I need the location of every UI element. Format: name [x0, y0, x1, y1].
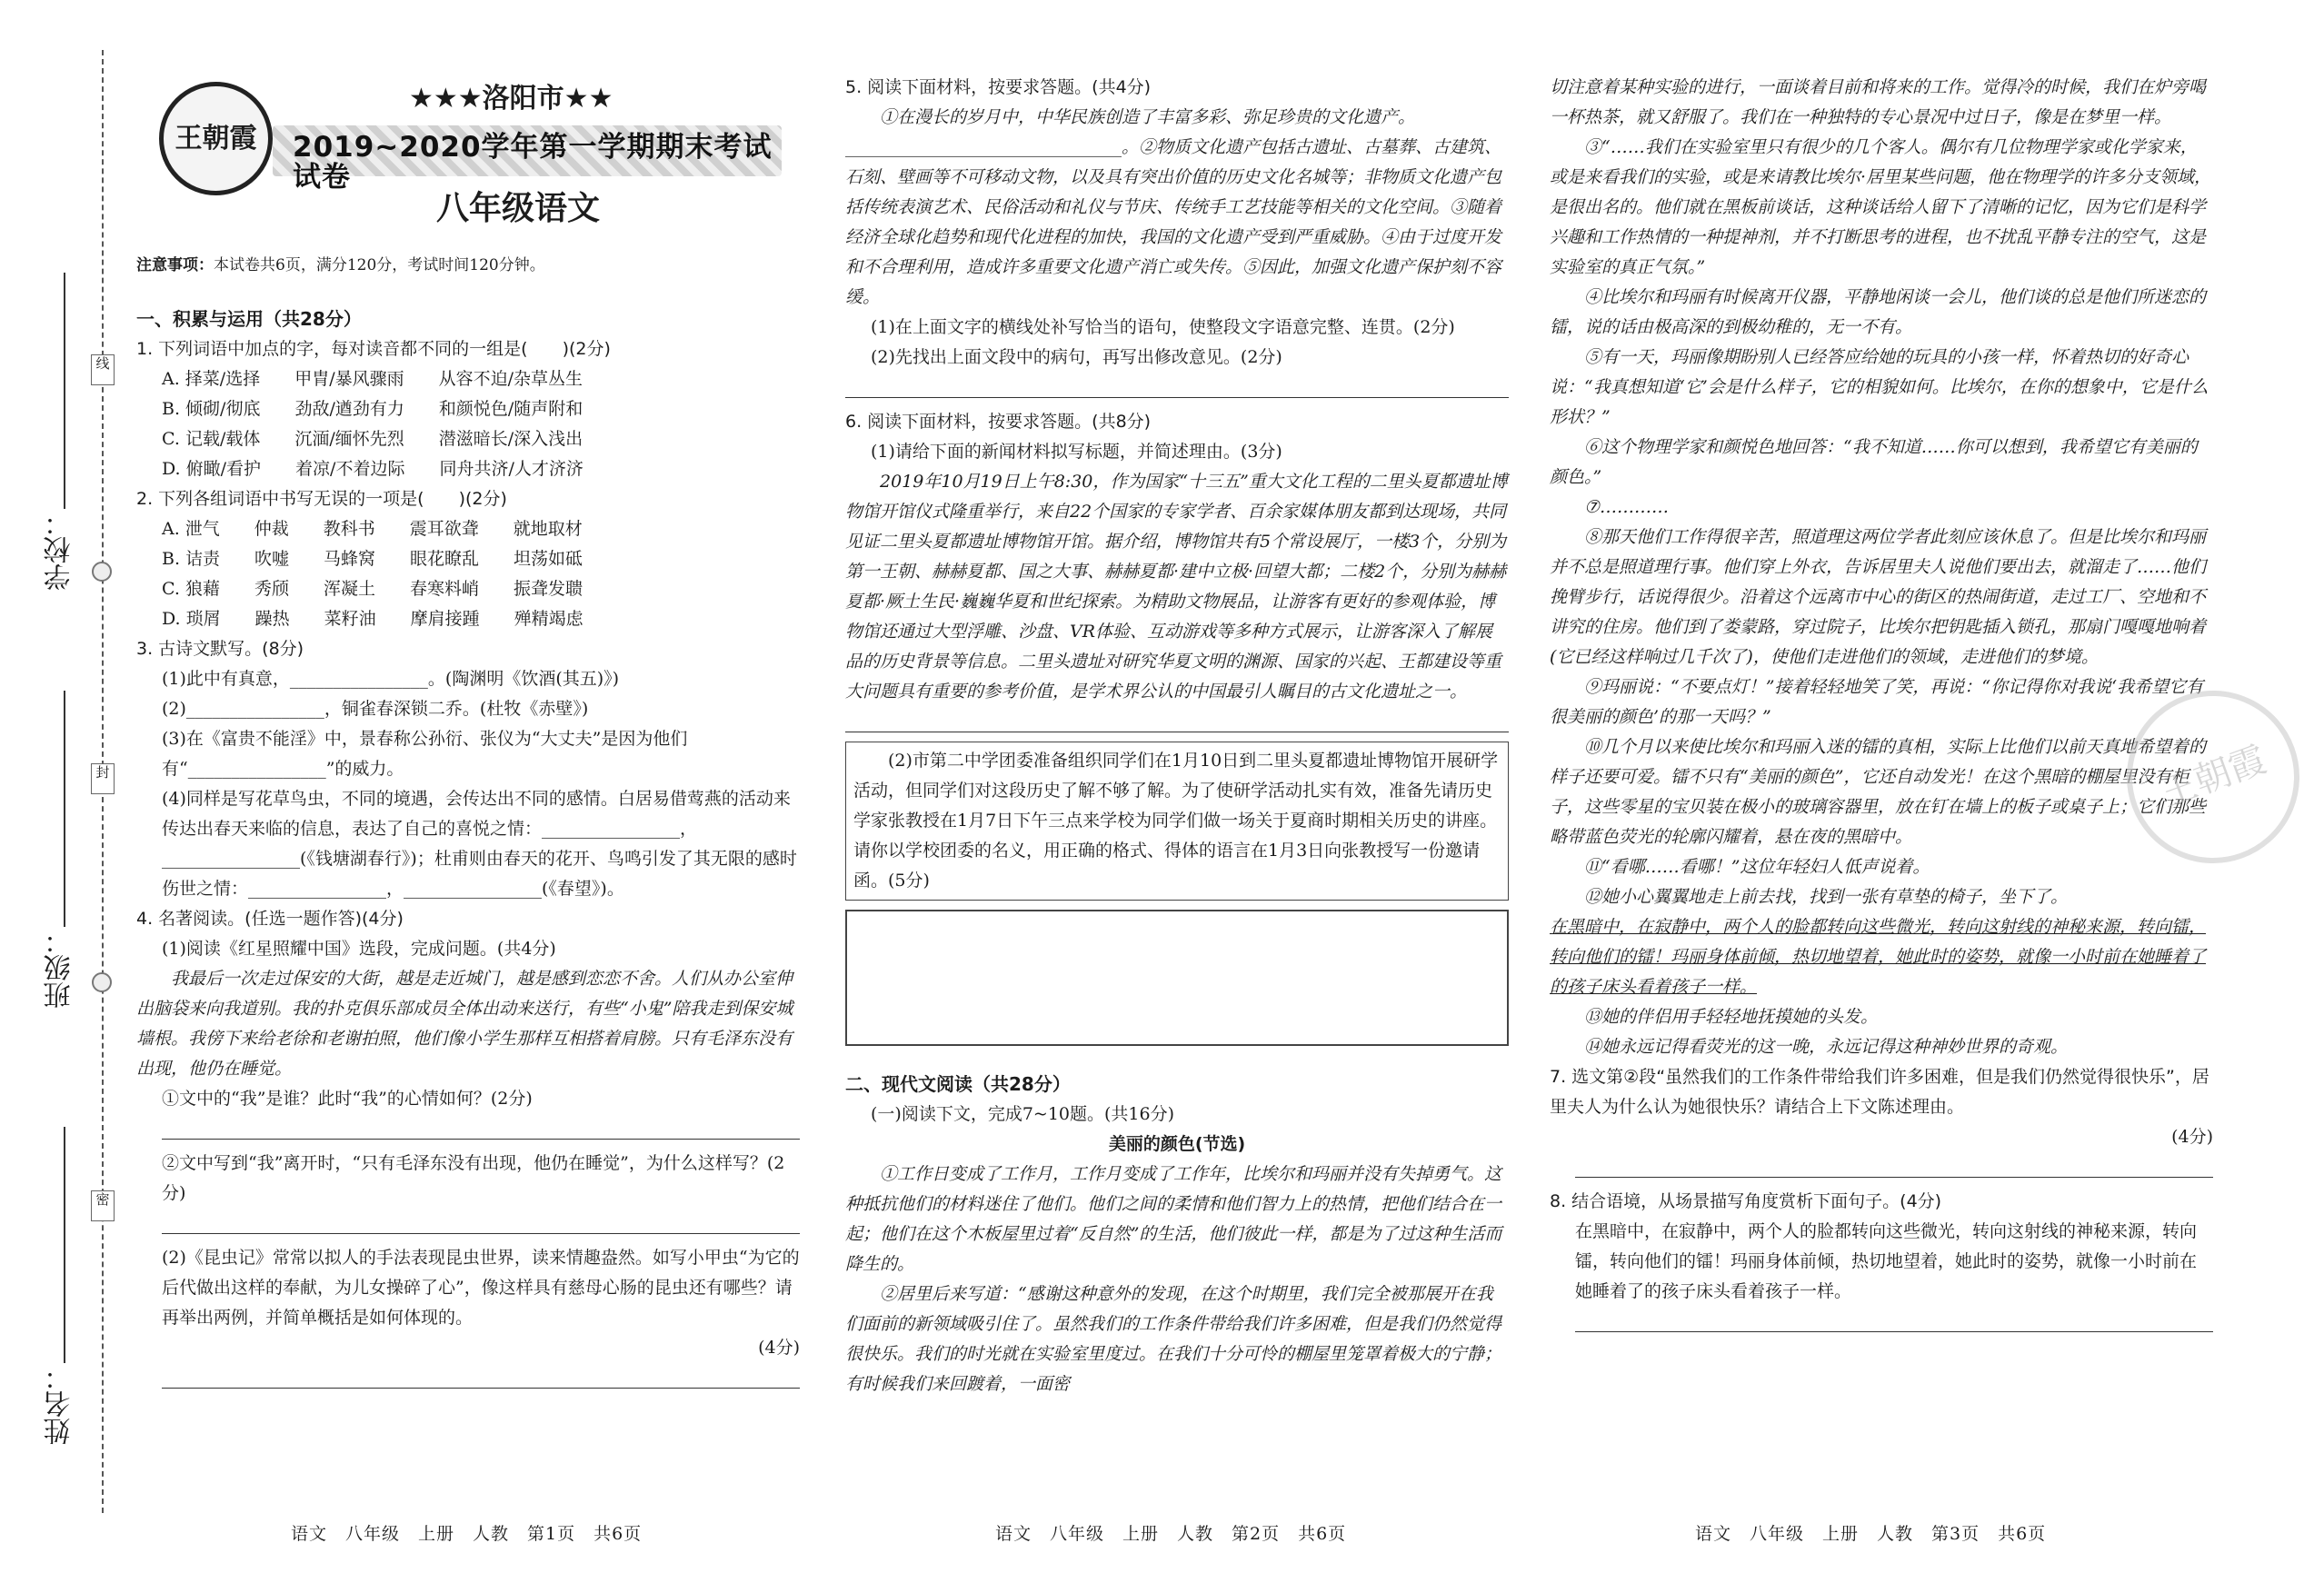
seal-mark: 密 — [91, 1190, 115, 1221]
passage: ⑦………… — [1584, 497, 1670, 517]
question: 6. 阅读下面材料，按要求答题。(共8分) — [845, 412, 1152, 432]
option: A. 择菜/选择 甲胄/暴风骤雨 从容不迫/杂草丛生 — [162, 369, 583, 389]
answer-line[interactable] — [1575, 1152, 2213, 1178]
passage: ①工作日变成了工作月，工作月变成了工作年，比埃尔和玛丽并没有失掉勇气。这种抵抗他们的材料迷住了他们。他们之间的柔情和他们智力上的热情，把他们结合在一起；他们在这个木板屋里过着“反自然”的生活，他们彼此一样，都是为了过这种生活而降生的。 — [845, 1164, 1502, 1274]
option: D. 俯瞰/看护 着凉/不着边际 同舟共济/人才济济 — [162, 459, 583, 479]
page-footer: 语文 八年级 上册 人教 第2页 共6页 — [995, 1524, 1347, 1544]
class-field[interactable]: 班级： — [33, 691, 87, 1009]
notice: 注意事项：本试卷共6页，满分120分，考试时间120分钟。 — [136, 256, 545, 274]
page-2 — [845, 73, 1509, 1399]
exam-header — [136, 64, 800, 245]
question: 3. 古诗文默写。(8分) — [136, 639, 304, 659]
subject-title: 八年级语文 — [436, 190, 601, 227]
question: 1. 下列词语中加点的字，每对读音都不同的一组是( )(2分) — [136, 339, 611, 359]
sub-question: (3)在《富贵不能淫》中，景春称公孙衍、张仪为“大丈夫”是因为他们有“________________”的威力。 — [162, 729, 688, 779]
brand-logo: 王朝霞 — [159, 82, 273, 195]
option: B. 倾砌/彻底 劲敌/遒劲有力 和颜悦色/随声附和 — [162, 399, 583, 419]
sub-question: (2)先找出上面文段中的病句，再写出修改意见。(2分) — [871, 347, 1282, 367]
sub-question: (一)阅读下文，完成7~10题。(共16分) — [871, 1104, 1175, 1124]
passage: ①在漫长的岁月中，中华民族创造了丰富多彩、弥足珍贵的文化遗产。________________________________。②物质文化遗产包括古遗址、古墓葬、古建筑、石刻、壁画等不可移动文物，以及具有突出价值的历史文化名城等；非物质文化遗产包括传统表演艺术、民俗活动和礼仪与节庆、传统手工艺技能等相关的文化空间。③随着经济全球化趋势和现代化进程的加快，我国的文化遗产受到严重威胁。④由于过度开发和不合理利用，造成许多重要文化遗产消亡或失传。⑤因此，加强文化遗产保护刻不容缓。 — [845, 107, 1502, 307]
answer-box[interactable] — [845, 910, 1509, 1046]
question: 4. 名著阅读。(任选一题作答)(4分) — [136, 909, 404, 929]
option: C. 记载/载体 沉湎/缅怀先烈 潜滋暗长/深入浅出 — [162, 429, 583, 449]
passage: ⑥这个物理学家和颜悦色地回答：“我不知道……你可以想到，我希望它有美丽的颜色。” — [1550, 437, 2198, 487]
exam-title: 2019~2020学年第一学期期末考试试卷 — [293, 131, 773, 194]
passage: 我最后一次走过保安的大街，越是走近城门，越是感到恋恋不舍。人们从办公室伸出脑袋来向我道别。我的扑克俱乐部成员全体出动来送行，有些“小鬼”陪我走到保安城墙根。我傍下来给老徐和老谢拍照，他们像小学生那样互相搭着肩膀。只有毛泽东没有出现，他仍在睡觉。 — [136, 969, 793, 1079]
question: 5. 阅读下面材料，按要求答题。(共4分) — [845, 77, 1152, 97]
page-footer: 语文 八年级 上册 人教 第3页 共6页 — [1695, 1524, 2047, 1544]
answer-line[interactable] — [162, 1114, 800, 1140]
option: A. 泄气 仲裁 教科书 震耳欲聋 就地取材 — [162, 519, 583, 539]
passage: ④比埃尔和玛丽有时候离开仪器，平静地闲谈一会儿，他们谈的总是他们所迷恋的镭，说的话由极高深的到极幼稚的，无一不有。 — [1550, 287, 2207, 337]
page-1 — [136, 64, 800, 1398]
passage: ②居里后来写道：“感谢这种意外的发现，在这个时期里，我们完全被那展开在我们面前的新领域吸引住了。虽然我们的工作条件带给我们许多困难，但是我们仍然觉得很快乐。我们的时光就在实验室里度过。在我们十分可怜的棚屋里笼罩着极大的宁静；有时候我们来回踱着，一面密 — [845, 1284, 1502, 1394]
sub-question: ①文中的“我”是谁？此时“我”的心情如何？(2分) — [162, 1089, 533, 1109]
passage: ⑤有一天，玛丽像期盼别人已经答应给她的玩具的小孩一样，怀着热切的好奇心说：“我真想知道‘它’会是什么样子，它的相貌如何。比埃尔，在你的想象中，它是什么形状？” — [1550, 347, 2209, 427]
sub-question: (1)阅读《红星照耀中国》选段，完成问题。(共4分) — [162, 939, 556, 959]
passage: ③“……我们在实验室里只有很少的几个客人。偶尔有几位物理学家或化学家来，或是来看我们的实验，或是来请教比埃尔·居里某些问题，他在物理学的许多分支领域，是很出名的。他们就在黑板前谈话，这种谈话给人留下了清晰的记忆，因为它们是科学兴趣和工作热情的一种提神剂，并不打断思考的进程，也不扰乱平静专注的空气，这是实验室的真正气氛。” — [1550, 137, 2212, 277]
sub-question: (1)此中有真意，________________。(陶渊明《饮酒(其五)》) — [162, 669, 620, 689]
passage-title: 美丽的颜色(节选) — [1108, 1134, 1246, 1154]
option: D. 琐屑 躁热 菜籽油 摩肩接踵 殚精竭虑 — [162, 609, 583, 629]
underlined-sentence: 在黑暗中，在寂静中，两个人的脸都转向这些微光，转向这射线的神秘来源，转向镭，转向他们的镭！玛丽身体前倾，热切地望着，她此时的姿势，就像一小时前在她睡着了的孩子床头看着孩子一样。 — [1550, 917, 2207, 997]
passage: ⑧那天他们工作得很辛苦，照道理这两位学者此刻应该休息了。但是比埃尔和玛丽并不总是照道理行事。他们穿上外衣，告诉居里夫人说他们要出去，就溜走了……他们挽臂步行，话说得很少。沿着这个远离市中心的街区的热闹街道，走过工厂、空地和不讲究的住房。他们到了娄蒙路，穿过院子，比埃尔把钥匙插入锁孔，那扇门嘎嘎地响着(它已经这样响过几千次了)，使他们走进他们的领域，走进他们的梦境。 — [1550, 527, 2207, 667]
answer-line[interactable] — [1575, 1307, 2213, 1332]
city-title: ★★★洛阳市★★ — [409, 83, 613, 114]
passage: ⑩几个月以来使比埃尔和玛丽入迷的镭的真相，实际上比他们以前天真地希望着的样子还要可爱。镭不只有“美丽的颜色”，它还自动发光！在这个黑暗的棚屋里没有柜子，这些零星的宝贝装在极小的玻璃容器里，放在钉在墙上的板子或桌子上；它们那些略带蓝色荧光的轮廓闪耀着，悬在夜的黑暗中。 — [1550, 737, 2207, 847]
section-heading: 二、现代文阅读（共28分） — [845, 1073, 1071, 1095]
sub-question: (1)请给下面的新闻材料拟写标题，并简述理由。(3分) — [871, 442, 1282, 462]
score: (4分) — [2171, 1127, 2213, 1147]
sub-question: (2)________________，铜雀春深锁二乔。(杜牧《赤壁》) — [162, 699, 589, 719]
name-field[interactable]: 姓名： — [33, 1127, 87, 1445]
quoted-sentence: 在黑暗中，在寂静中，两个人的脸都转向这些微光，转向这射线的神秘来源，转向镭，转向他们的镭！玛丽身体前倾，热切地望着，她此时的姿势，就像一小时前在她睡着了的孩子床头看着孩子一样。 — [1575, 1221, 2198, 1301]
seal-mark: 封 — [91, 763, 115, 794]
answer-line[interactable] — [845, 707, 1509, 732]
section-heading: 一、积累与运用（共28分） — [136, 308, 362, 330]
school-field[interactable]: 学校： — [33, 273, 87, 591]
passage: ⑬她的伴侣用手轻轻地抚摸她的头发。 — [1584, 1007, 1879, 1027]
option: B. 诘责 吹嘘 马蜂窝 眼花瞭乱 坦荡如砥 — [162, 549, 583, 569]
binding-hole — [92, 562, 112, 582]
question: 7. 选文第②段“虽然我们的工作条件带给我们许多困难，但是我们仍然觉得很快乐”，居里夫人为什么认为她很快乐？请结合上下文陈述理由。 — [1550, 1067, 2209, 1117]
answer-line[interactable] — [162, 1363, 800, 1389]
page-3 — [1550, 73, 2213, 1341]
passage: ⑭她永远记得看荧光的这一晚，永远记得这种神妙世界的奇观。 — [1584, 1037, 2069, 1057]
answer-line[interactable] — [162, 1209, 800, 1234]
task-prompt: (2)市第二中学团委准备组织同学们在1月10日到二里头夏都遗址博物馆开展研学活动，但同学们对这段历史了解不够了解。为了使研学活动扎实有效，准备先请历史学家张教授在1月7日下午三点来学校为同学们做一场关于夏商时期相关历史的讲座。请你以学校团委的名义，用正确的格式、得体的语言在1月3日向张教授写一份邀请函。(5分) — [845, 742, 1509, 901]
page-footer: 语文 八年级 上册 人教 第1页 共6页 — [291, 1524, 643, 1544]
sub-question: (4)同样是写花草鸟虫，不同的境遇，会传达出不同的感情。白居易借莺燕的活动来传达出春天来临的信息，表达了自己的喜悦之情：________________，________________(《钱塘湖春行》)；杜甫则由春天的花开、鸟鸣引发了其无限的感时伤世之情：________________，________________(《春望》)。 — [162, 789, 797, 899]
score: (4分) — [758, 1338, 800, 1358]
sub-question: ②文中写到“我”离开时，“只有毛泽东没有出现，他仍在睡觉”，为什么这样写？(2分) — [162, 1153, 785, 1203]
answer-line[interactable] — [845, 373, 1509, 398]
option: C. 狼藉 秀颀 浑凝土 春寒料峭 振聋发聩 — [162, 579, 583, 599]
passage: ⑨玛丽说：“不要点灯！”接着轻轻地笑了笑，再说：“你记得你对我说‘我希望它有很美丽的颜色’的那一天吗？” — [1550, 677, 2204, 727]
seal-mark: 线 — [91, 354, 115, 385]
question: 2. 下列各组词语中书写无误的一项是( )(2分) — [136, 489, 507, 509]
passage: 切注意着某种实验的进行，一面谈着目前和将来的工作。觉得冷的时候，我们在炉旁喝一杯热茶，就又舒服了。我们在一种独特的专心景况中过日子，像是在梦里一样。 — [1550, 77, 2207, 127]
binding-strip — [0, 0, 136, 1583]
passage: ⑫她小心翼翼地走上前去找，找到一张有草垫的椅子，坐下了。 — [1584, 887, 2069, 907]
exam-banner — [273, 125, 782, 194]
sub-question: (2)《昆虫记》常常以拟人的手法表现昆虫世界，读来情趣盎然。如写小甲虫“为它的后代做出这样的奉献，为儿女操碎了心”，像这样具有慈母心肠的昆虫还有哪些？请再举出两例，并简单概括是如何体现的。 — [162, 1248, 800, 1328]
question: 8. 结合语境，从场景描写角度赏析下面句子。(4分) — [1550, 1191, 1942, 1211]
passage: ⑪“看哪……看哪！”这位年轻妇人低声说着。 — [1584, 857, 1930, 877]
sub-question: (1)在上面文字的横线处补写恰当的语句，使整段文字语意完整、连贯。(2分) — [871, 317, 1455, 337]
watermark-stamp: 王朝霞 — [2102, 666, 2324, 888]
passage: 2019年10月19日上午8:30，作为国家“十三五”重大文化工程的二里头夏都遗址博物馆开馆仪式隆重举行，来自22个国家的专家学者、百余家媒体朋友都到达现场，共同见证二里头夏都遗址博物馆开馆。据介绍，博物馆共有5个常设展厅，一楼3个，分别为第一王朝、赫赫夏都、国之大事、赫赫夏都·建中立极·回望大都；二楼2个，分别为赫赫夏都·厥土生民·巍巍华夏和世纪探索。为精助文物展品，让游客有更好的参观体验，博物馆还通过大型浮雕、沙盘、VR体验、互动游戏等多种方式展示，让游客深入了解展品的历史背景等信息。二里头遗址对研究华夏文明的渊源、国家的兴起、王都建设等重大问题具有重要的参考价值，是学术界公认的中国最引人瞩目的古文化遗址之一。 — [845, 472, 1508, 702]
binding-hole — [92, 972, 112, 992]
